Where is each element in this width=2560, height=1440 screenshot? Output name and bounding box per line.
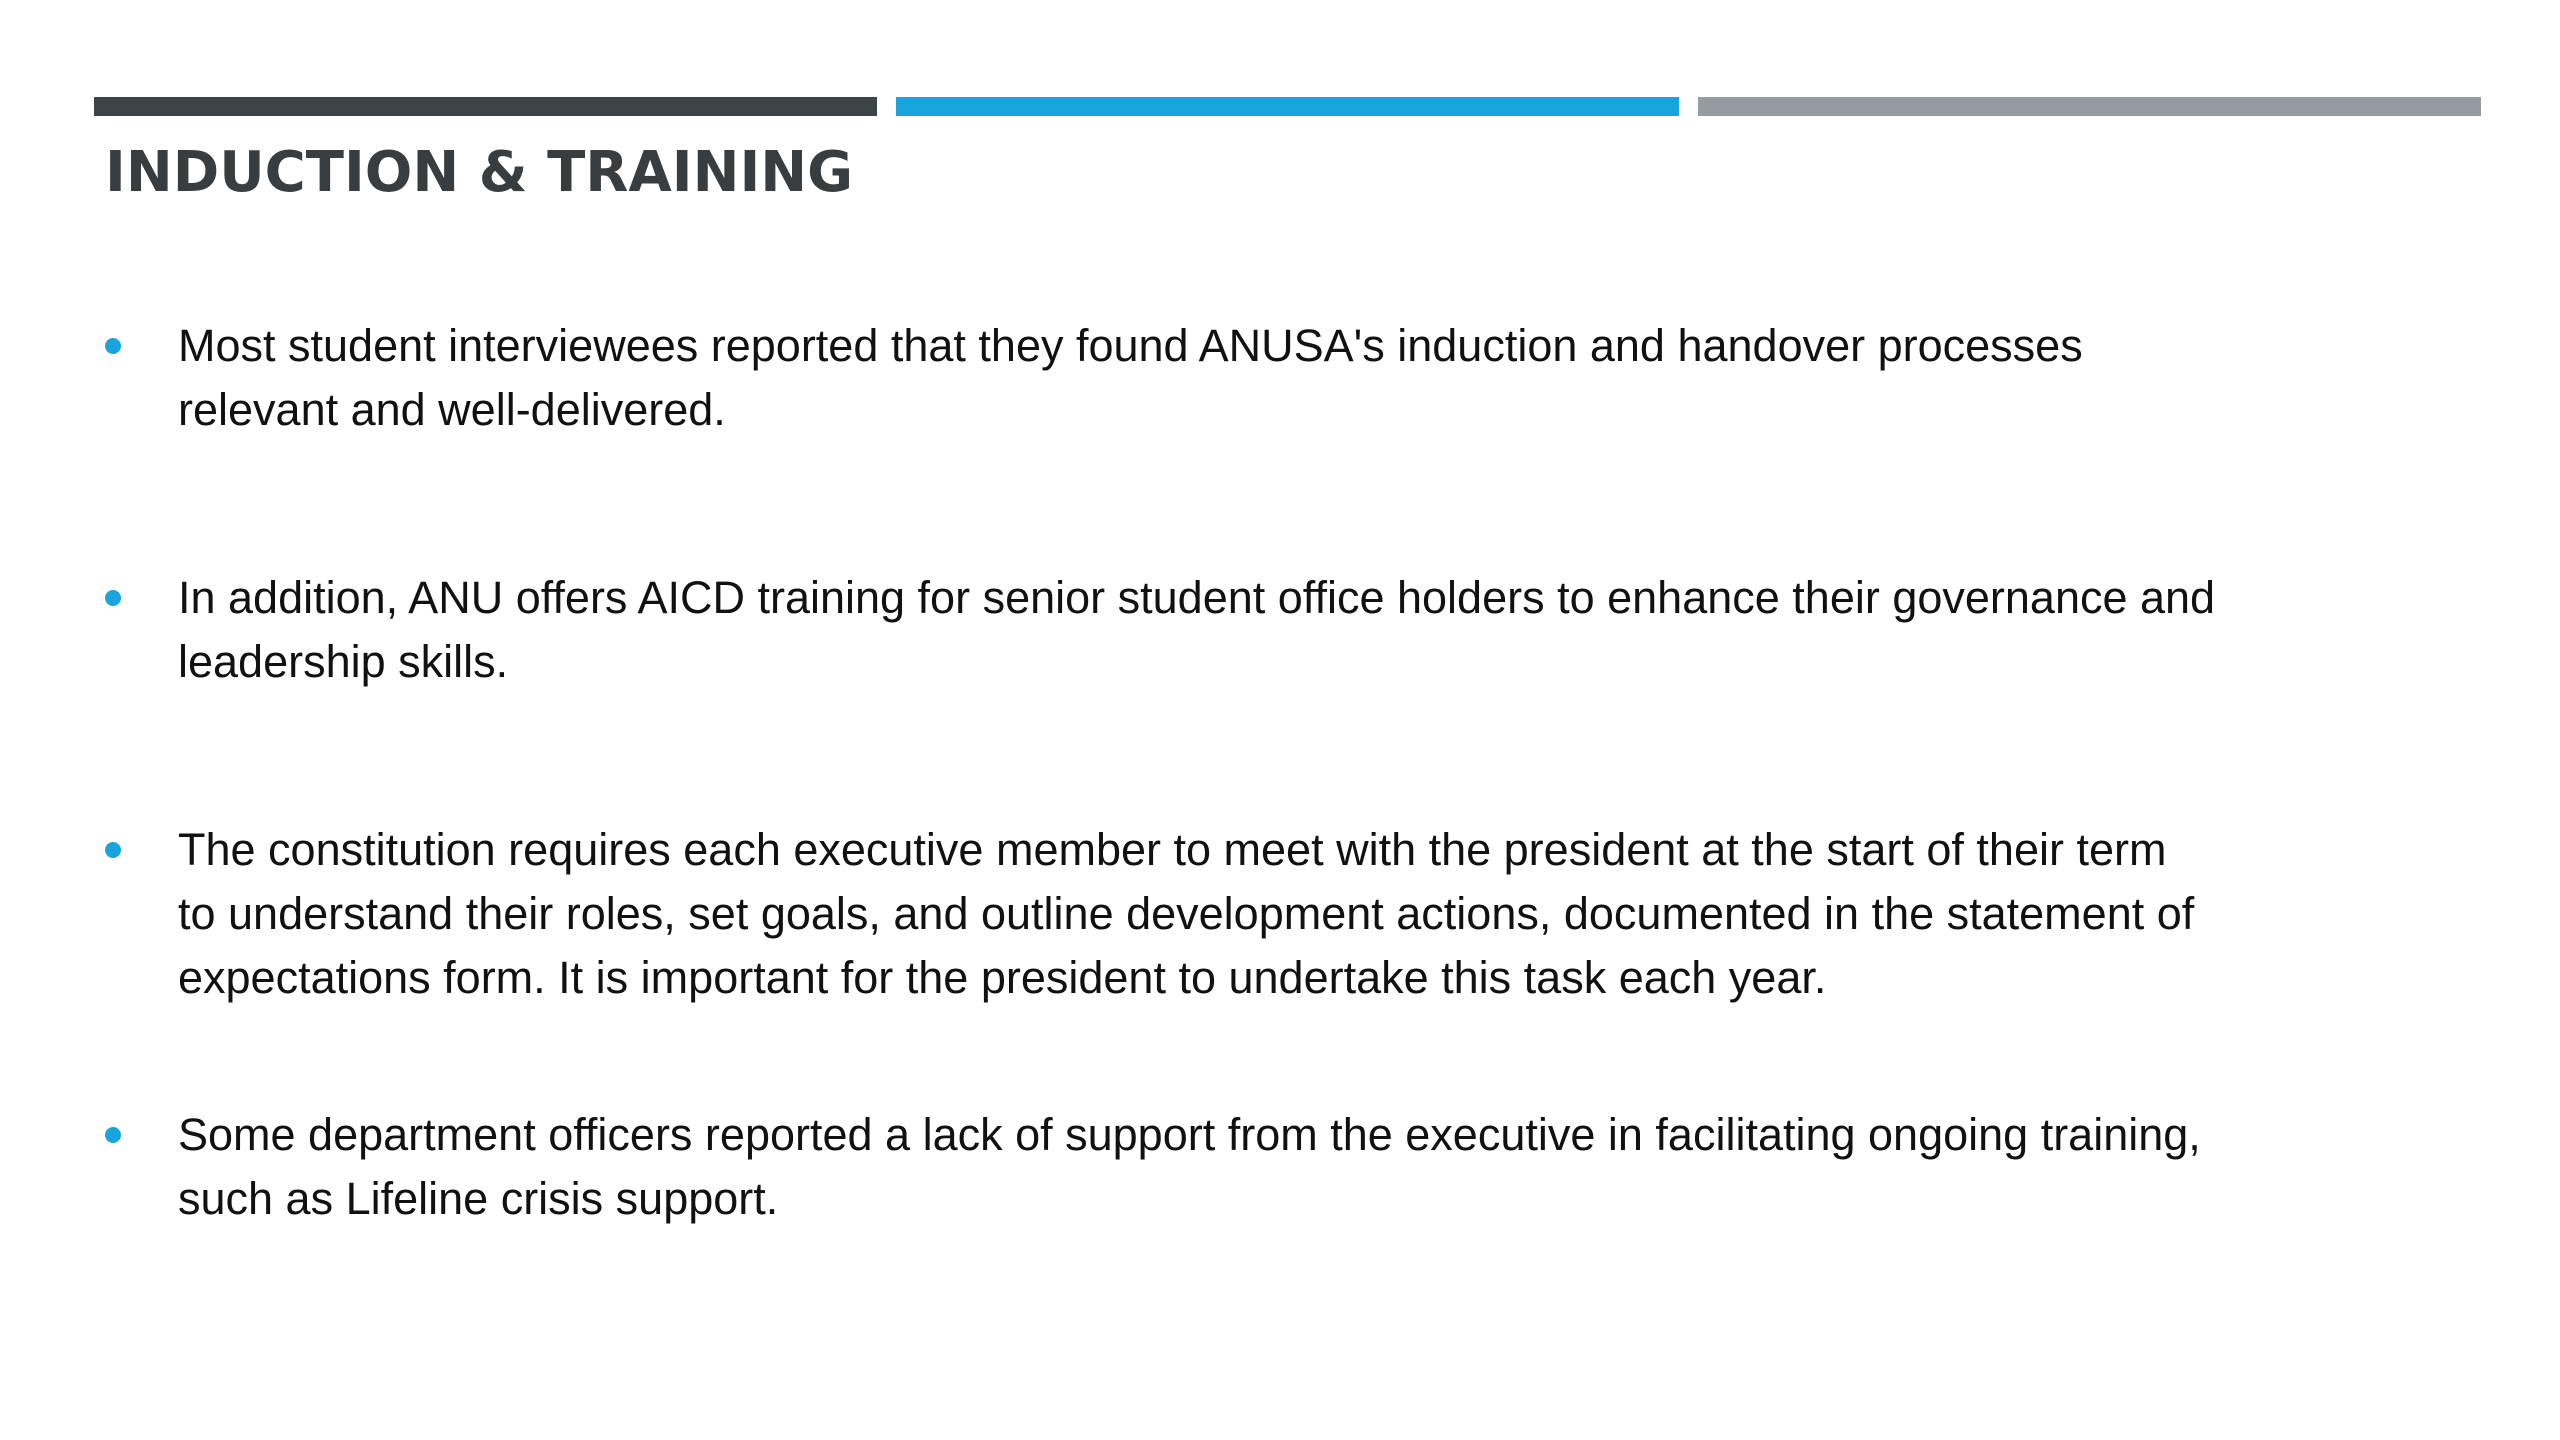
bullet-line: relevant and well-delivered. (178, 384, 726, 435)
bullet-dot-icon (105, 338, 121, 354)
bullet-text (178, 314, 2518, 442)
bullet-text (178, 1103, 2518, 1231)
bullet-line: Some department officers reported a lack of support from the executive in facilitating ongoing training, (178, 1109, 2201, 1160)
bullet-line: expectations form. It is important for the president to undertake this task each year. (178, 952, 1827, 1003)
bullet-line: to understand their roles, set goals, and outline development actions, documented in the statement of (178, 888, 2195, 939)
bullet-dot-icon (105, 590, 121, 606)
bullet-line: leadership skills. (178, 636, 509, 687)
bullet-text (178, 818, 2518, 1010)
slide-title: INDUCTION & TRAINING (105, 140, 854, 205)
bullet-dot-icon (105, 842, 121, 858)
bullet-dot-icon (105, 1127, 121, 1143)
bullet-line: Most student interviewees reported that they found ANUSA's induction and handover processes (178, 320, 2083, 371)
bullet-line: such as Lifeline crisis support. (178, 1173, 779, 1224)
bullet-text (178, 566, 2518, 694)
bullet-line: In addition, ANU offers AICD training for senior student office holders to enhance their governance and (178, 572, 2216, 623)
bullet-line: The constitution requires each executive member to meet with the president at the start of their term (178, 824, 2167, 875)
